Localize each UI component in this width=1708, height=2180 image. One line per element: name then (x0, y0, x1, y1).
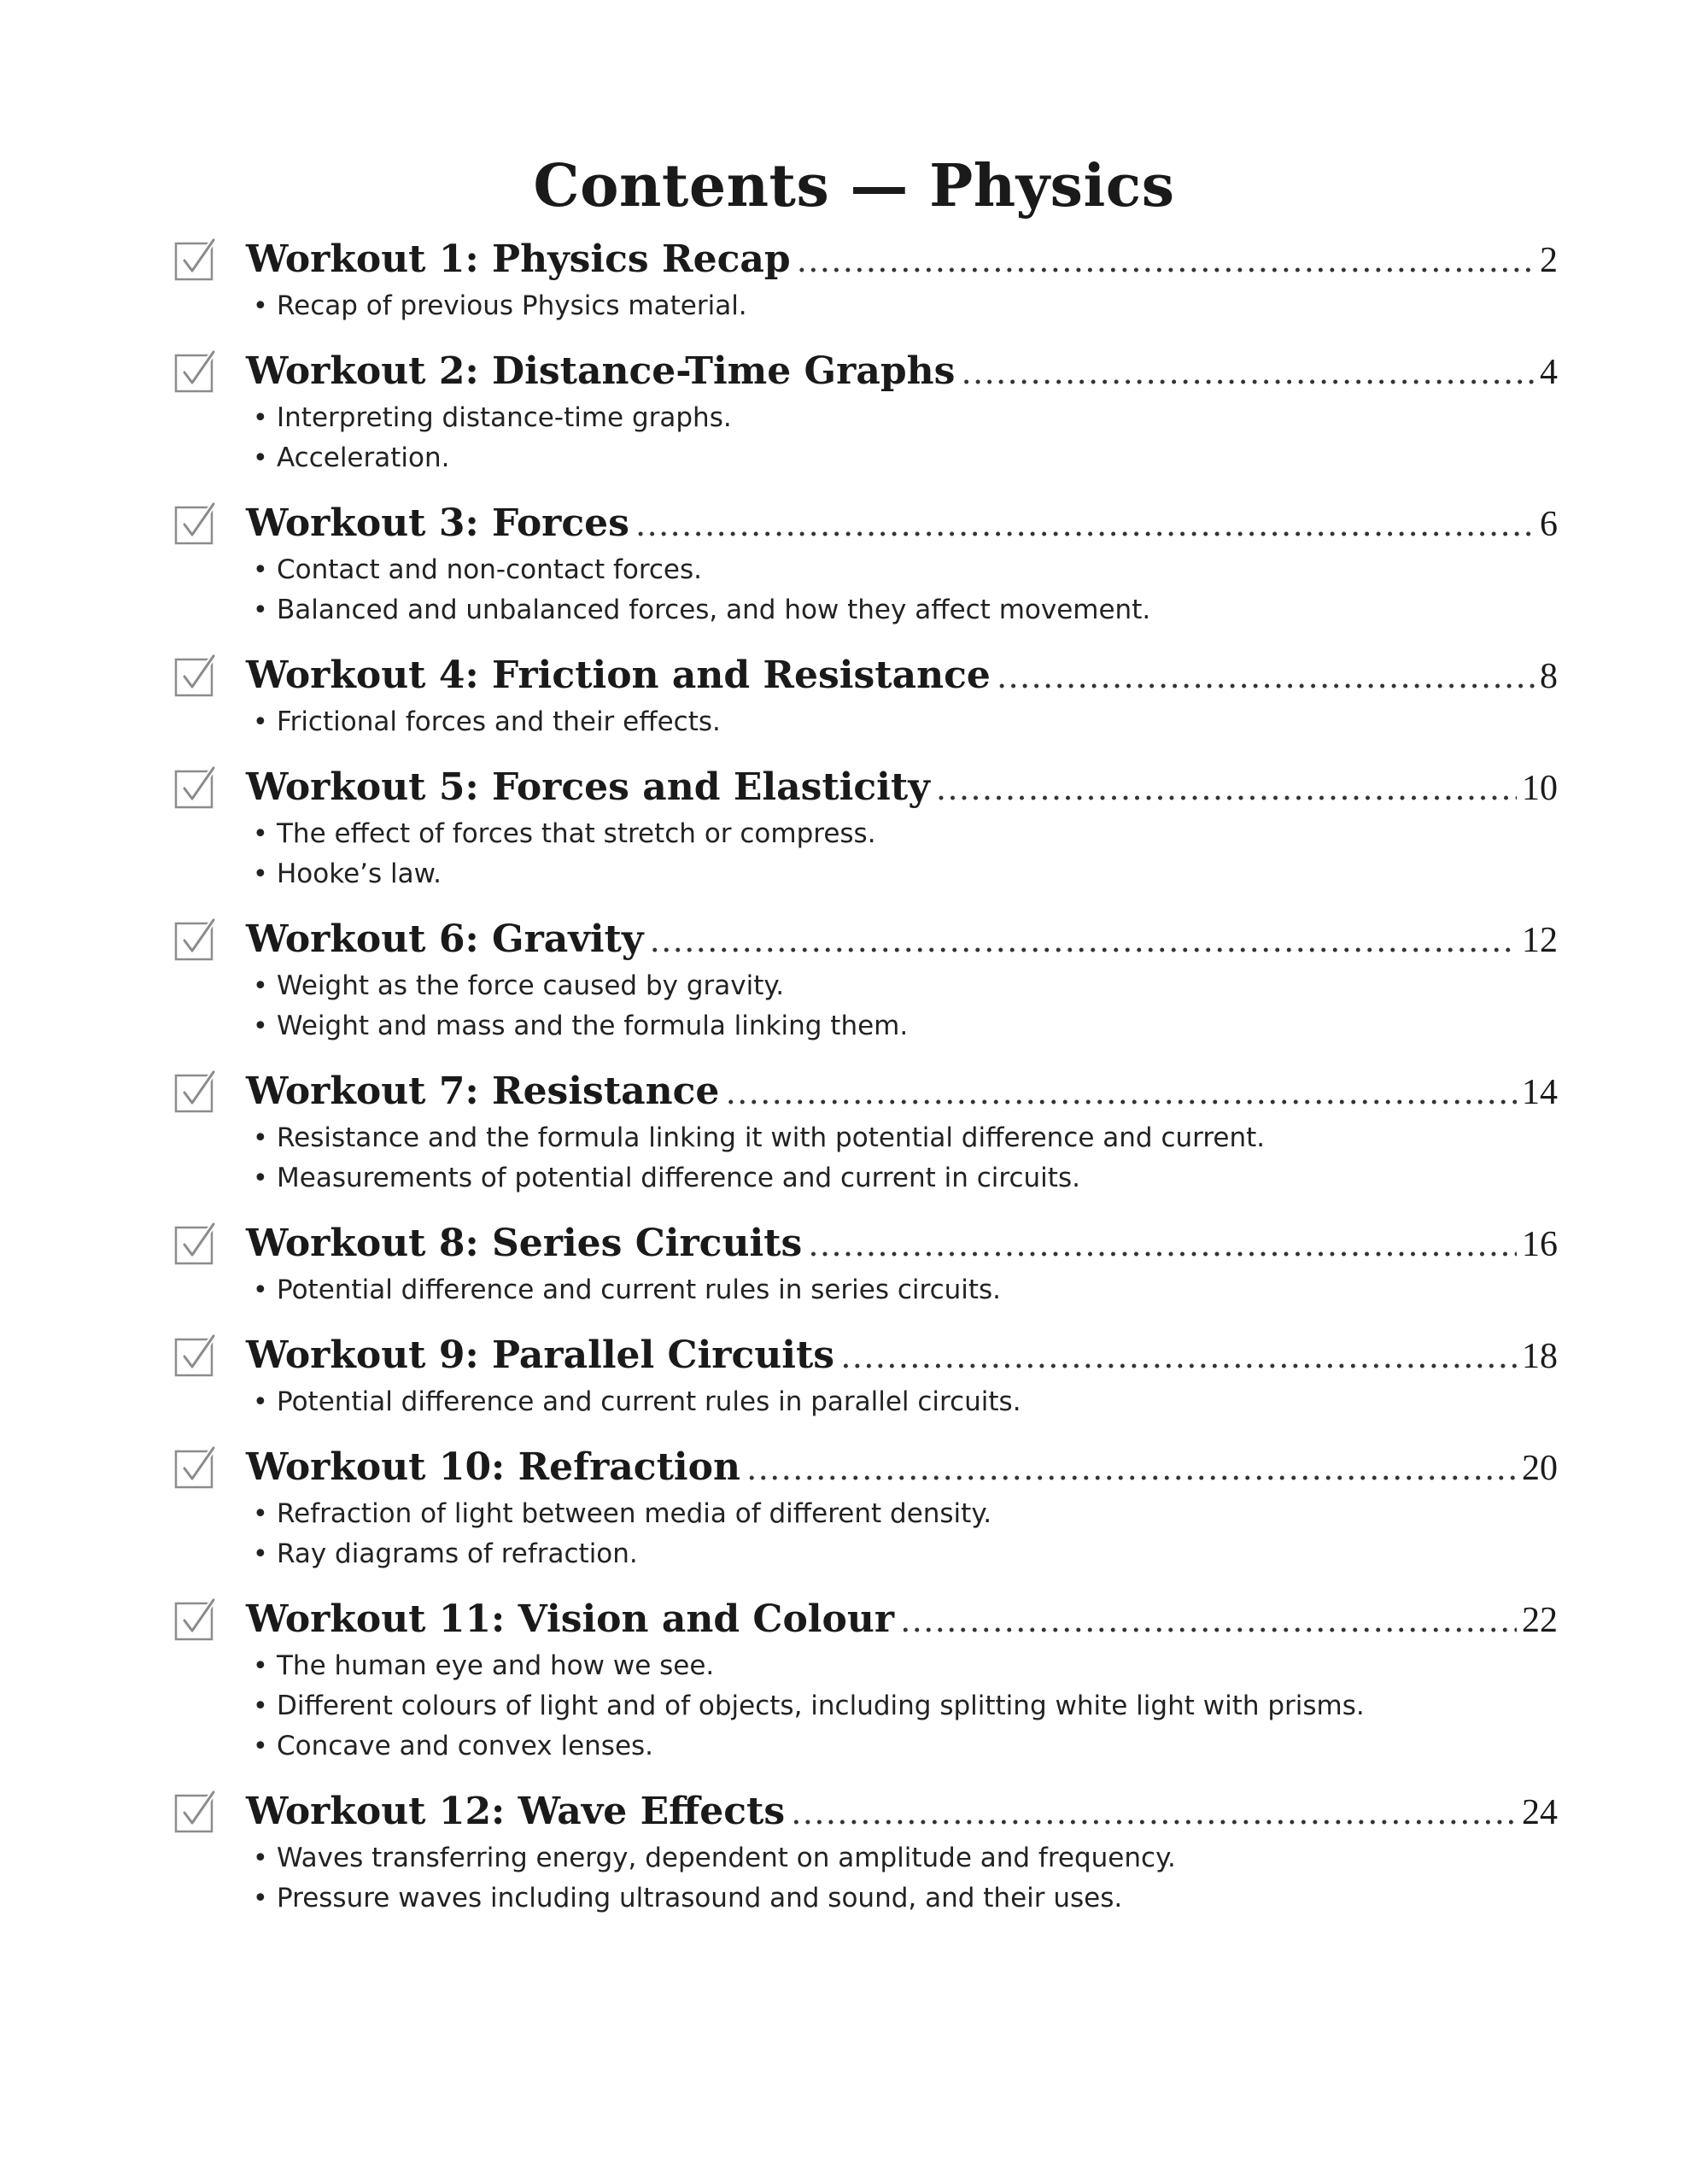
page-number: 10 (1522, 769, 1558, 808)
contents-entry-8 (174, 1217, 1558, 1310)
contents-entry-9 (174, 1329, 1558, 1422)
contents-entry-12 (174, 1785, 1558, 1919)
dot-leader (997, 650, 1535, 703)
topic-bullet: • The human eye and how we see. (246, 1646, 1558, 1686)
entry-title: Workout 4: Friction and Resistance (246, 653, 991, 697)
entry-topics (246, 702, 1558, 742)
topic-bullet: • Resistance and the formula linking it with potential difference and current. (246, 1118, 1558, 1158)
dot-leader (636, 498, 1535, 551)
checkbox-tick-icon[interactable] (174, 1445, 219, 1489)
dot-leader (792, 1786, 1517, 1839)
topic-bullet: • Interpreting distance-time graphs. (246, 398, 1558, 438)
entry-heading (246, 497, 1558, 550)
page-number: 4 (1540, 353, 1558, 392)
entry-heading (246, 649, 1558, 702)
topic-bullet: • Weight as the force caused by gravity. (246, 966, 1558, 1006)
checkbox-tick-icon[interactable] (174, 1789, 219, 1833)
entry-heading (246, 1441, 1558, 1494)
entry-topics (246, 1382, 1558, 1422)
dot-leader (650, 914, 1517, 967)
contents-entry-1 (174, 233, 1558, 326)
entry-title: Workout 7: Resistance (246, 1069, 720, 1113)
entry-title: Workout 5: Forces and Elasticity (246, 765, 930, 809)
page-number: 16 (1522, 1225, 1558, 1264)
topic-bullet: • Concave and convex lenses. (246, 1726, 1558, 1767)
entry-heading (246, 1329, 1558, 1382)
checkbox-tick-icon[interactable] (174, 653, 219, 697)
topic-bullet: • Hooke’s law. (246, 854, 1558, 894)
contents-entry-2 (174, 345, 1558, 478)
dot-leader (726, 1066, 1517, 1119)
entry-title: Workout 12: Wave Effects (246, 1790, 786, 1833)
checkbox-tick-icon[interactable] (174, 1069, 219, 1113)
entry-title: Workout 10: Refraction (246, 1445, 740, 1489)
topic-bullet: • The effect of forces that stretch or compress. (246, 814, 1558, 854)
contents-entry-10 (174, 1441, 1558, 1574)
checkbox-tick-icon[interactable] (174, 917, 219, 961)
entry-heading (246, 1065, 1558, 1118)
topic-bullet: • Potential difference and current rules in series circuits. (246, 1270, 1558, 1310)
topic-bullet: • Waves transferring energy, dependent on amplitude and frequency. (246, 1838, 1558, 1878)
topic-bullet: • Contact and non-contact forces. (246, 550, 1558, 590)
entry-topics (246, 1270, 1558, 1310)
entry-title: Workout 3: Forces (246, 501, 629, 545)
contents-list (174, 233, 1558, 1937)
page-number: 18 (1522, 1337, 1558, 1376)
entry-topics (246, 550, 1558, 630)
entry-title: Workout 1: Physics Recap (246, 237, 791, 281)
dot-leader (747, 1442, 1517, 1495)
topic-bullet: • Potential difference and current rules in parallel circuits. (246, 1382, 1558, 1422)
topic-bullet: • Frictional forces and their effects. (246, 702, 1558, 742)
checkbox-tick-icon[interactable] (174, 1597, 219, 1641)
entry-heading (246, 1217, 1558, 1270)
topic-bullet: • Measurements of potential difference and current in circuits. (246, 1158, 1558, 1198)
entry-title: Workout 6: Gravity (246, 917, 644, 961)
dot-leader (798, 234, 1535, 287)
entry-topics (246, 966, 1558, 1046)
entry-topics (246, 814, 1558, 894)
entry-topics (246, 1646, 1558, 1767)
checkbox-tick-icon[interactable] (174, 1221, 219, 1265)
dot-leader (841, 1330, 1517, 1383)
topic-bullet: • Different colours of light and of objects, including splitting white light with prisms. (246, 1686, 1558, 1726)
entry-heading (246, 233, 1558, 286)
topic-bullet: • Acceleration. (246, 438, 1558, 478)
checkbox-tick-icon[interactable] (174, 237, 219, 281)
entry-heading (246, 1593, 1558, 1646)
page-number: 6 (1540, 505, 1558, 544)
checkbox-tick-icon[interactable] (174, 1333, 219, 1377)
entry-heading (246, 1785, 1558, 1838)
page-number: 24 (1522, 1793, 1558, 1832)
entry-title: Workout 9: Parallel Circuits (246, 1333, 835, 1377)
dot-leader (937, 762, 1517, 815)
entry-topics (246, 398, 1558, 478)
dot-leader (962, 346, 1535, 399)
entry-title: Workout 2: Distance-Time Graphs (246, 349, 956, 393)
page-number: 2 (1540, 241, 1558, 280)
contents-entry-6 (174, 913, 1558, 1046)
checkbox-tick-icon[interactable] (174, 349, 219, 393)
entry-topics (246, 1838, 1558, 1919)
contents-entry-7 (174, 1065, 1558, 1198)
topic-bullet: • Refraction of light between media of different density. (246, 1494, 1558, 1534)
contents-entry-11 (174, 1593, 1558, 1767)
topic-bullet: • Ray diagrams of refraction. (246, 1534, 1558, 1574)
checkbox-tick-icon[interactable] (174, 501, 219, 545)
page-number: 8 (1540, 657, 1558, 696)
page-number: 20 (1522, 1449, 1558, 1488)
dot-leader (809, 1218, 1517, 1271)
contents-entry-5 (174, 761, 1558, 894)
entry-heading (246, 345, 1558, 398)
checkbox-tick-icon[interactable] (174, 765, 219, 809)
entry-topics (246, 1118, 1558, 1198)
entry-topics (246, 1494, 1558, 1574)
page-title: Contents — Physics (533, 151, 1175, 220)
entry-title: Workout 11: Vision and Colour (246, 1597, 895, 1641)
contents-entry-4 (174, 649, 1558, 742)
entry-heading (246, 913, 1558, 966)
page-number: 22 (1522, 1601, 1558, 1640)
entry-title: Workout 8: Series Circuits (246, 1222, 803, 1265)
entry-topics (246, 286, 1558, 326)
dot-leader (901, 1594, 1517, 1647)
topic-bullet: • Recap of previous Physics material. (246, 286, 1558, 326)
topic-bullet: • Balanced and unbalanced forces, and how they affect movement. (246, 590, 1558, 630)
topic-bullet: • Weight and mass and the formula linking them. (246, 1006, 1558, 1046)
entry-heading (246, 761, 1558, 814)
page-number: 12 (1522, 921, 1558, 960)
contents-entry-3 (174, 497, 1558, 630)
topic-bullet: • Pressure waves including ultrasound and sound, and their uses. (246, 1878, 1558, 1919)
page-number: 14 (1522, 1073, 1558, 1112)
